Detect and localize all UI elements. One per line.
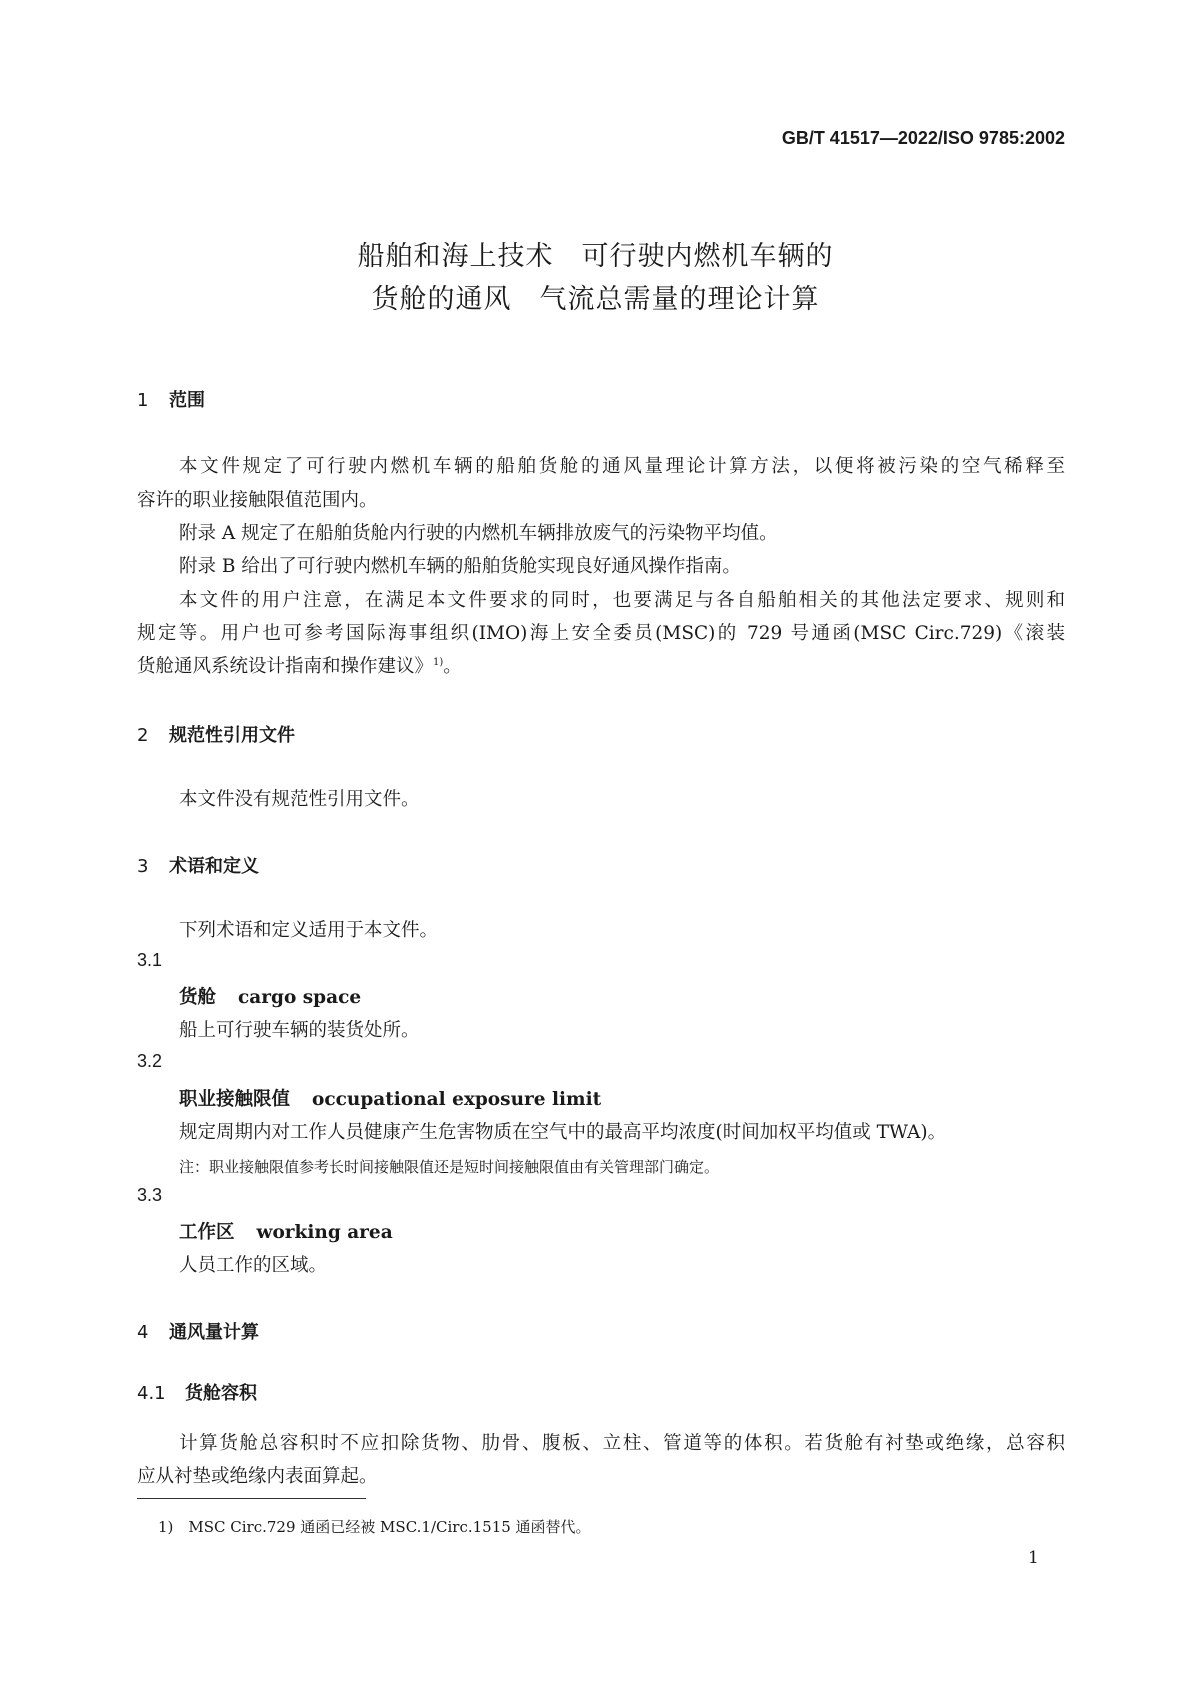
paragraph-line: 本文件的用户注意，在满足本文件要求的同时，也要满足与各自船舶相关的其他法定要求、规则和 <box>179 590 1065 611</box>
section-title: 通风量计算 <box>169 1322 259 1343</box>
section-title: 术语和定义 <box>169 856 259 877</box>
section-4-1-heading <box>137 1379 257 1405</box>
term-number: 3.2 <box>137 1051 163 1071</box>
term-zh: 工作区 <box>179 1222 235 1243</box>
term-zh: 货舱 <box>179 987 217 1008</box>
section-1-heading <box>137 386 205 412</box>
paragraph-line: 本文件规定了可行驶内燃机车辆的船舶货舱的通风量理论计算方法，以便将被污染的空气稀释至 <box>179 456 1065 477</box>
term-en: occupational exposure limit <box>312 1089 602 1110</box>
title-line-2: 货舱的通风 气流总需量的理论计算 <box>371 284 820 315</box>
term-en: working area <box>256 1222 393 1243</box>
term <box>179 983 361 1009</box>
section-number: 4.1 <box>137 1383 166 1404</box>
paragraph-line: 应从衬垫或绝缘内表面算起。 <box>137 1466 378 1487</box>
term-definition: 人员工作的区域。 <box>179 1255 328 1276</box>
section-number: 1 <box>137 390 149 411</box>
note: 注：职业接触限值参考长时间接触限值还是短时间接触限值由有关管理部门确定。 <box>179 1158 720 1176</box>
term-number: 3.1 <box>137 950 163 970</box>
section-title: 范围 <box>169 390 205 411</box>
section-number: 4 <box>137 1322 149 1343</box>
section-title: 货舱容积 <box>185 1383 257 1404</box>
term <box>179 1218 393 1244</box>
footnote-ref[interactable]: 1) <box>433 656 444 668</box>
paragraph-line: 容许的职业接触限值范围内。 <box>137 490 378 511</box>
paragraph: 附录 A 规定了在船舶货舱内行驶的内燃机车辆排放废气的污染物平均值。 <box>179 523 778 544</box>
term <box>179 1085 601 1111</box>
title-line-1: 船舶和海上技术 可行驶内燃机车辆的 <box>357 241 834 272</box>
section-number: 2 <box>137 725 149 746</box>
paragraph-line: 计算货舱总容积时不应扣除货物、肋骨、腹板、立柱、管道等的体积。若货舱有衬垫或绝缘，总容积 <box>179 1433 1065 1454</box>
paragraph: 本文件没有规范性引用文件。 <box>179 789 420 810</box>
text: 。 <box>443 656 462 677</box>
section-title: 规范性引用文件 <box>169 725 295 746</box>
section-3-heading <box>137 852 259 878</box>
footnote: 1) MSC Circ.729 通函已经被 MSC.1/Circ.1515 通函替代。 <box>158 1518 591 1536</box>
term-number: 3.3 <box>137 1185 163 1205</box>
text: 货舱通风系统设计指南和操作建议》 <box>137 656 434 677</box>
paragraph: 下列术语和定义适用于本文件。 <box>179 920 439 941</box>
page-number: 1 <box>1028 1548 1039 1568</box>
paragraph: 附录 B 给出了可行驶内燃机车辆的船舶货舱实现良好通风操作指南。 <box>179 556 741 577</box>
footnote-divider <box>137 1498 366 1499</box>
term-zh: 职业接触限值 <box>179 1089 291 1110</box>
term-en: cargo space <box>238 987 362 1008</box>
section-4-heading <box>137 1318 259 1344</box>
standard-number: GB/T 41517—2022/ISO 9785:2002 <box>781 128 1065 148</box>
paragraph-line <box>137 652 1065 678</box>
section-number: 3 <box>137 856 149 877</box>
paragraph-line: 规定等。用户也可参考国际海事组织(IMO)海上安全委员(MSC)的 729 号通函(MSC Circ.729)《滚装 <box>137 623 1065 644</box>
section-2-heading <box>137 721 295 747</box>
term-definition: 船上可行驶车辆的装货处所。 <box>179 1020 420 1041</box>
term-definition: 规定周期内对工作人员健康产生危害物质在空气中的最高平均浓度(时间加权平均值或 TWA)。 <box>179 1122 947 1143</box>
